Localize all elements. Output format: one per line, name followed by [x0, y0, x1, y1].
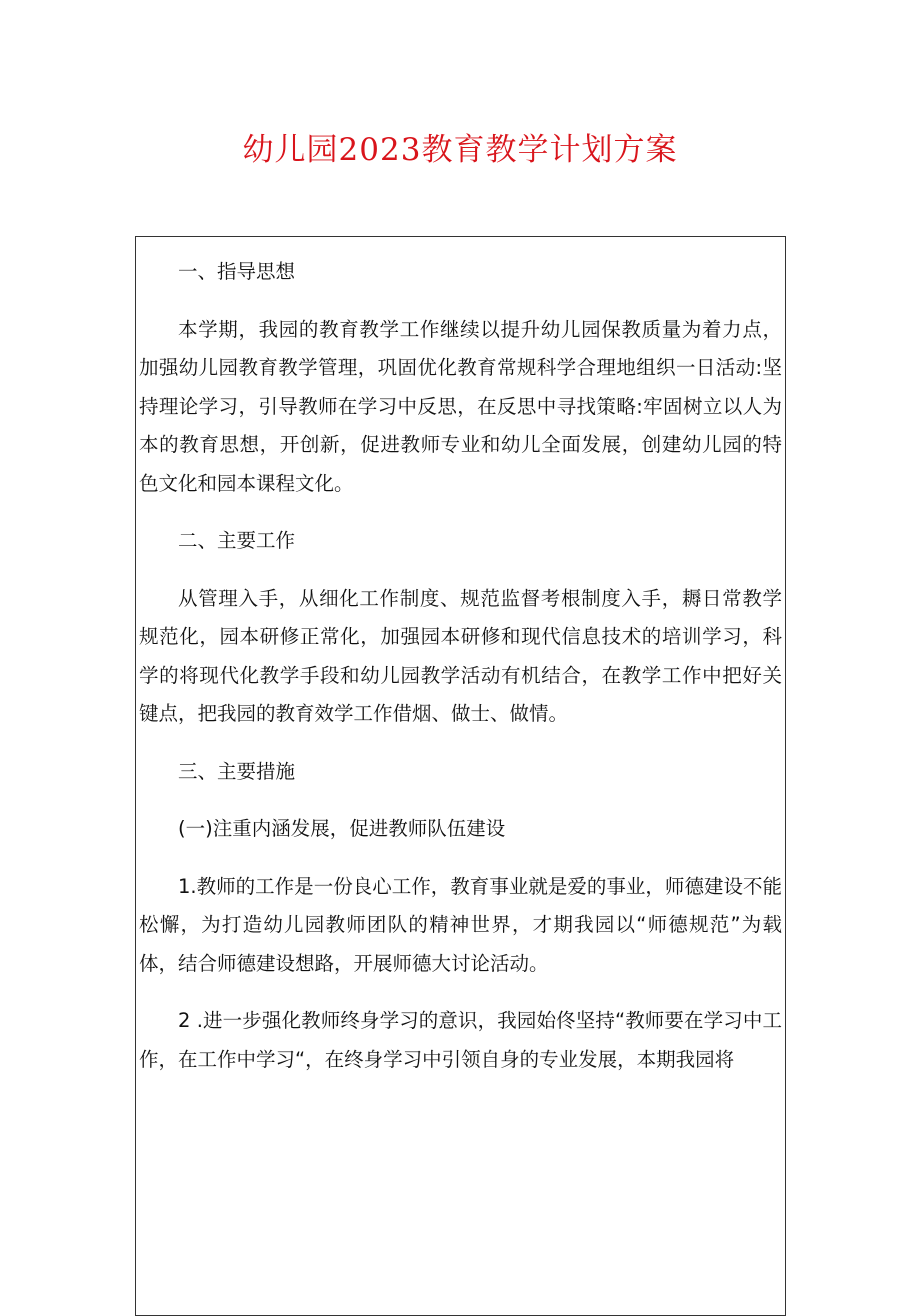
section-heading-main-work: 二、主要工作 [178, 529, 296, 552]
paragraph-main-work: 从管理入手，从细化工作制度、规范监督考根制度入手，耨日常教学规范化，园本研修正常化，加强园本研修和现代信息技术的培训学习，科学的将现代化教学手段和幼儿园教学活动有机结合，在教学工作中把好关键点，把我园的教育效学工作借烟、做士、做情。 [139, 586, 782, 725]
list-item-1: 1.教师的工作是一份良心工作，教育事业就是爱的事业，师德建设不能松懈，为打造幼儿园教师团队的精神世界，才期我园以“师德规范”为载体，结合师德建设想路，开展师德大讨论活动。 [139, 874, 782, 975]
document-body [139, 253, 782, 1079]
subsection-heading-teacher-team: (一)注重内涵发展，促进教师队伍建设 [178, 817, 506, 840]
section-heading-guiding-ideology: 一、指导思想 [178, 260, 296, 283]
content-frame [135, 236, 786, 1316]
list-item-2: 2 .进一步强化教师终身学习的意识，我园始佟坚持“教师要在学习中工作，在工作中学习“，在终身学习中引领自身的专业发展，本期我园将 [139, 1009, 782, 1071]
paragraph-guiding-ideology: 本学期，我园的教育教学工作继续以提升幼儿园保教质量为着力点，加强幼儿园教育教学管理，巩固优化教育常规科学合理地组织一日活动:坚持理论学习，引导教师在学习中反思，在反思中寻找策略:牢固树立以人为本的教育思想，开创新，促进教师专业和幼儿全面发展，创建幼儿园的特色文化和园本课程文化。 [139, 317, 782, 495]
section-heading-main-measures: 三、主要措施 [178, 759, 296, 783]
document-title: 幼儿园2023教育教学计划方案 [242, 132, 678, 168]
